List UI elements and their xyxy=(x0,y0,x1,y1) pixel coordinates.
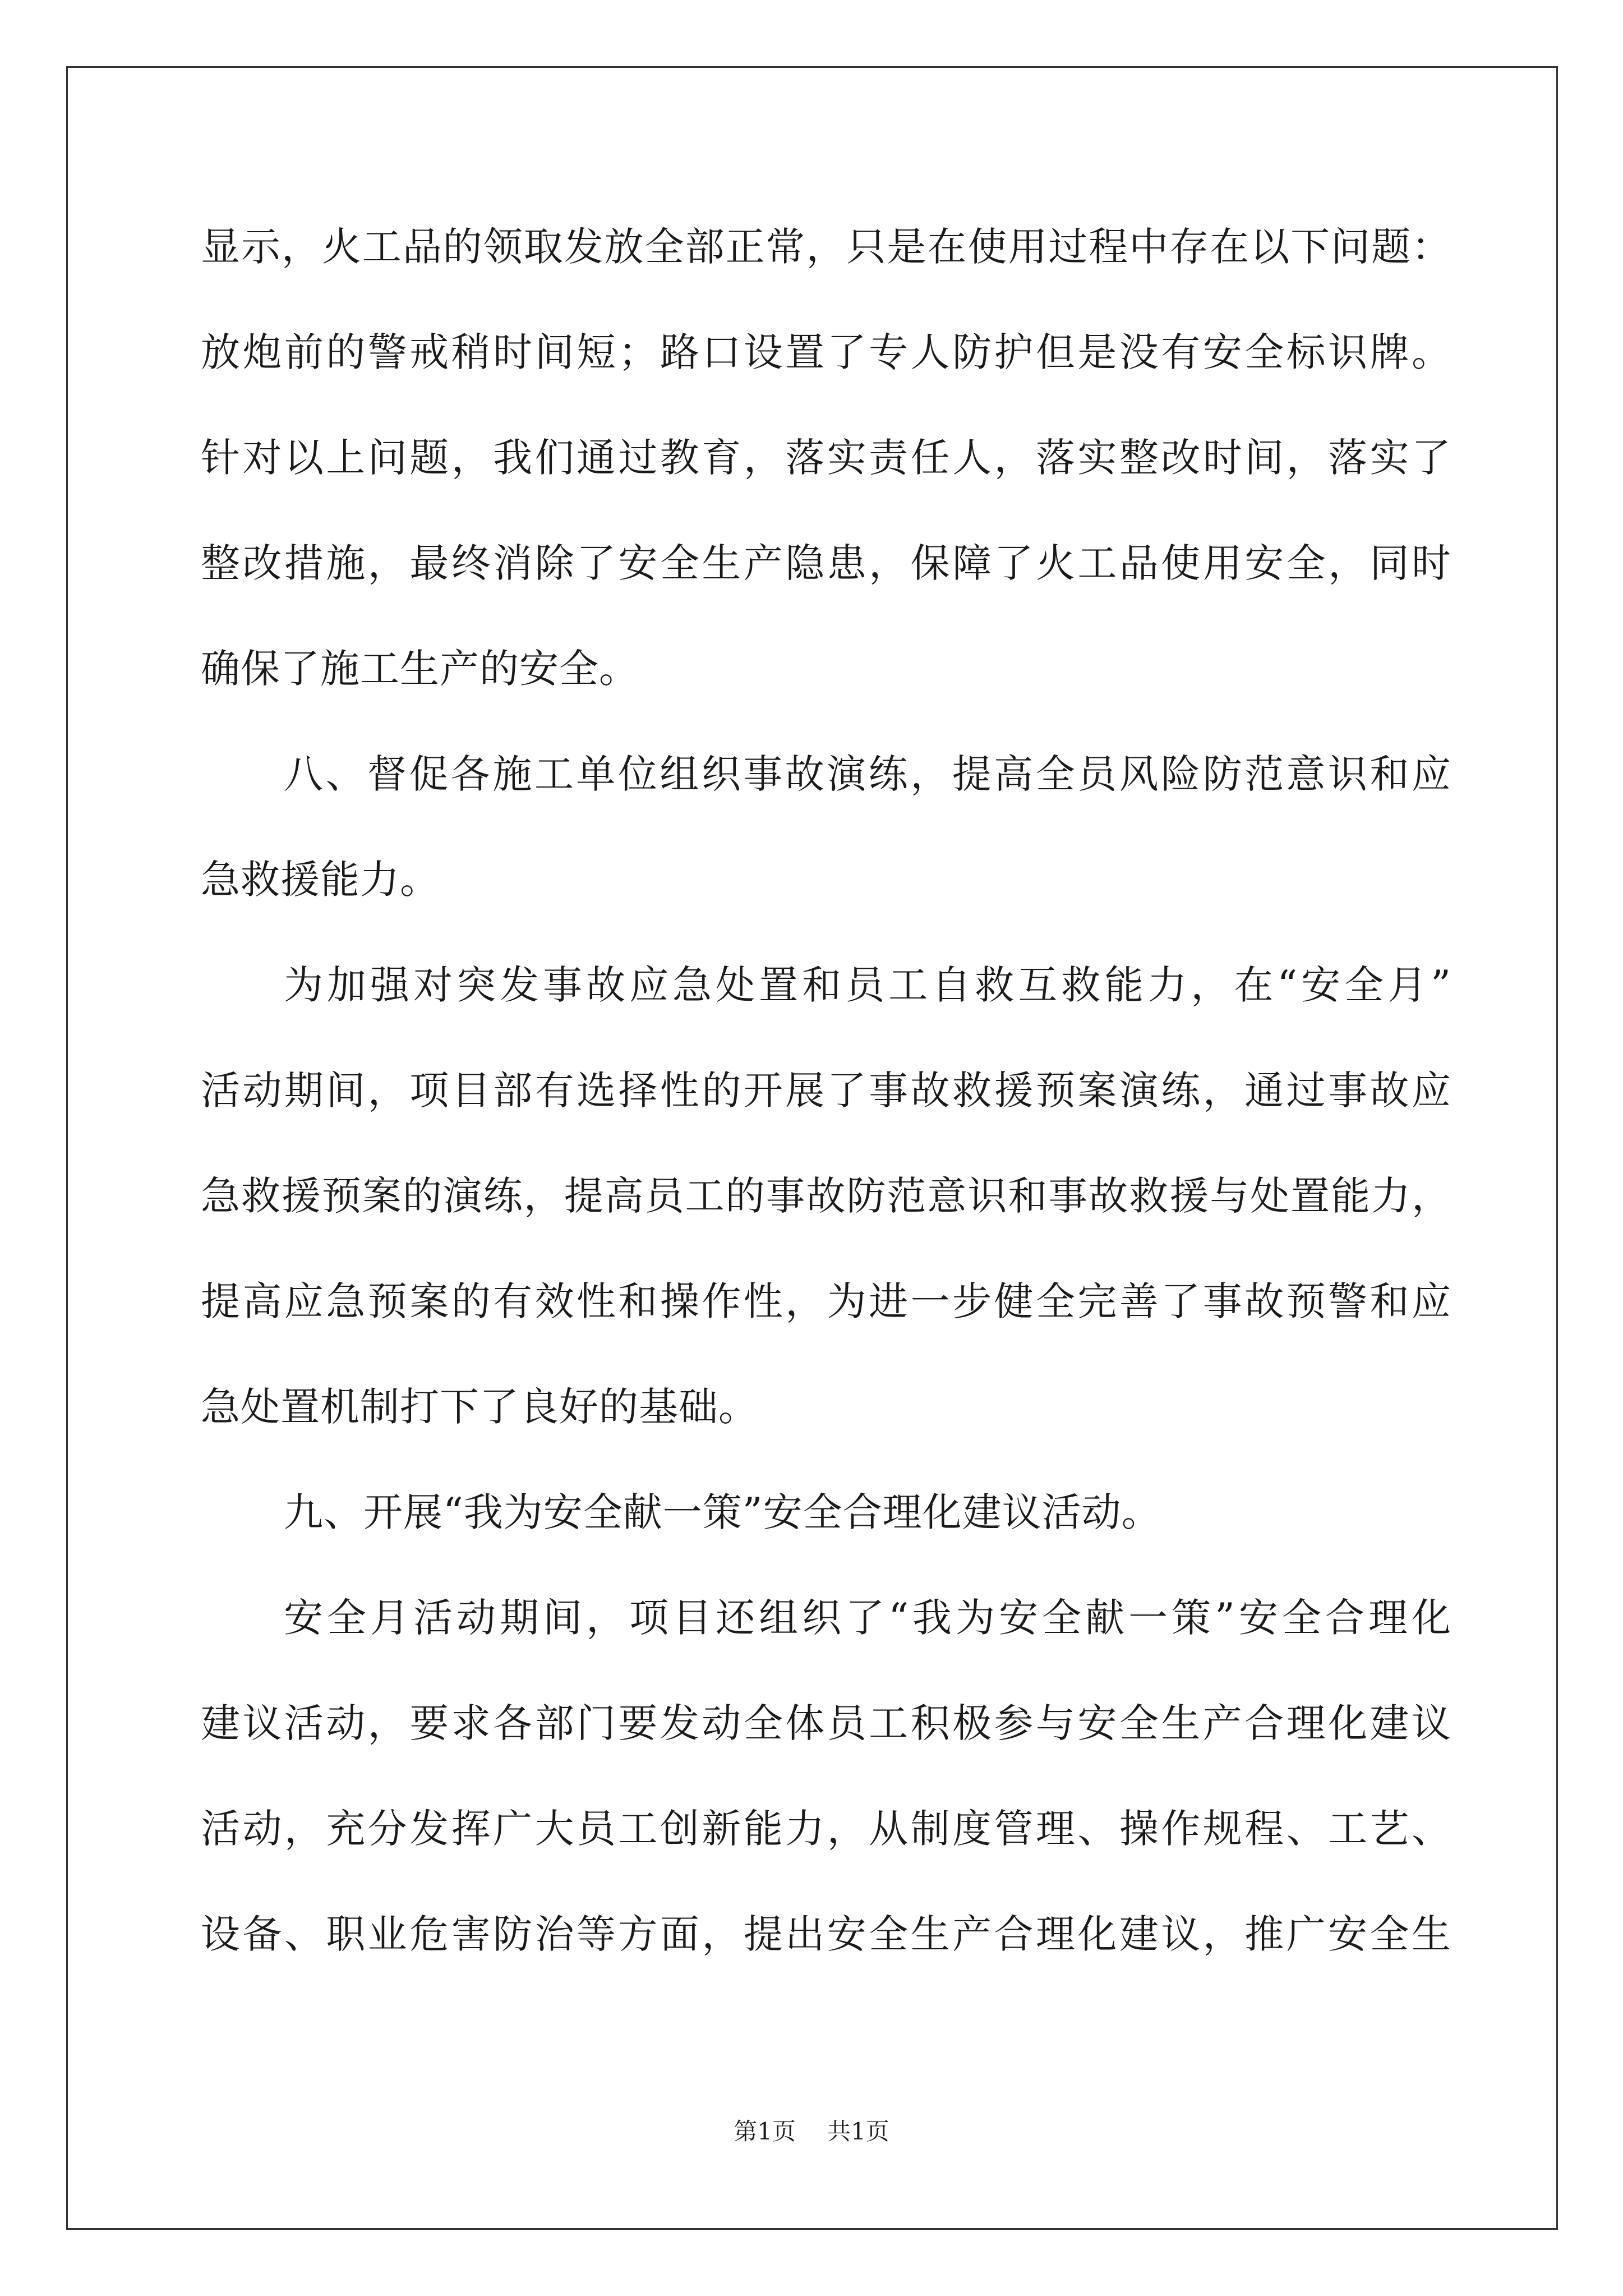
page-number-current: 第1页 xyxy=(734,2118,796,2145)
page-number-total: 共1页 xyxy=(827,2118,889,2145)
body-line-9: 活动期间，项目部有选择性的开展了事故救援预案演练，通过事故应 xyxy=(201,1068,1451,1114)
page-footer xyxy=(0,2115,1623,2148)
body-line-17: 设备、职业危害防治等方面，提出安全生产合理化建议，推广安全生 xyxy=(201,1911,1451,1957)
body-line-8: 为加强对突发事故应急处置和员工自救互救能力，在“安全月” xyxy=(284,962,1451,1008)
page-border xyxy=(66,66,1558,2230)
section-heading-9: 九、开展“我为安全献一策”安全合理化建议活动。 xyxy=(284,1489,1161,1535)
body-line-10: 急救援预案的演练，提高员工的事故防范意识和事故救援与处置能力， xyxy=(201,1173,1451,1219)
body-line-4: 整改措施，最终消除了安全生产隐患，保障了火工品使用安全，同时 xyxy=(201,540,1451,586)
body-line-14: 安全月活动期间，项目还组织了“我为安全献一策”安全合理化 xyxy=(284,1595,1451,1641)
body-line-15: 建议活动，要求各部门要发动全体员工积极参与安全生产合理化建议 xyxy=(201,1700,1451,1746)
body-line-11: 提高应急预案的有效性和操作性，为进一步健全完善了事故预警和应 xyxy=(201,1278,1451,1324)
body-line-12: 急处置机制打下了良好的基础。 xyxy=(201,1384,758,1430)
section-heading-8-cont: 急救援能力。 xyxy=(201,857,440,903)
body-line-5: 确保了施工生产的安全。 xyxy=(201,646,639,692)
body-line-3: 针对以上问题，我们通过教育，落实责任人，落实整改时间，落实了 xyxy=(201,435,1451,481)
section-heading-8: 八、督促各施工单位组织事故演练，提高全员风险防范意识和应 xyxy=(284,751,1451,797)
body-line-1: 显示，火工品的领取发放全部正常，只是在使用过程中存在以下问题： xyxy=(201,224,1451,270)
body-line-16: 活动，充分发挥广大员工创新能力，从制度管理、操作规程、工艺、 xyxy=(201,1806,1451,1852)
body-line-2: 放炮前的警戒稍时间短；路口设置了专人防护但是没有安全标识牌。 xyxy=(201,329,1451,375)
